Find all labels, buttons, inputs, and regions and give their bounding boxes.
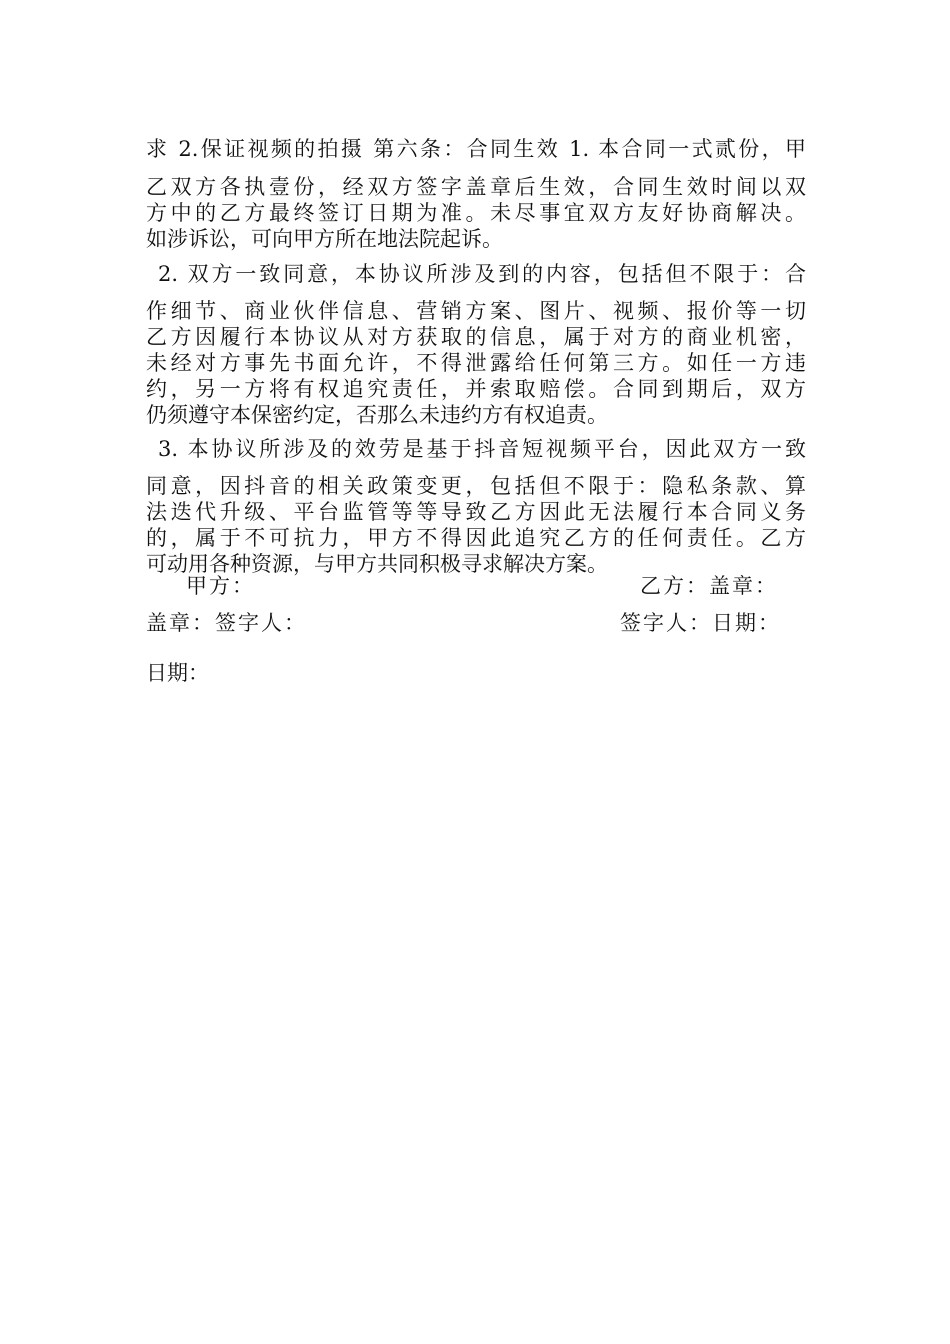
paragraph-3-line-5: 可动用各种资源，与甲方共同积极寻求解决方案。 [146, 552, 608, 576]
party-a-seal-signer-label: 盖章：签字人： [146, 611, 307, 635]
paragraph-2-line-5: 约，另一方将有权追究责任，并索取赔偿。合同到期后，双方 [146, 377, 806, 401]
paragraph-2-line-2: 作细节、商业伙伴信息、营销方案、图片、视频、报价等一切 [146, 299, 806, 323]
paragraph-2-line-4: 未经对方事先书面允许，不得泄露给任何第三方。如任一方违 [146, 351, 806, 375]
paragraph-2-line-1: 2. 双方一致同意，本协议所涉及到的内容，包括但不限于：合 [158, 262, 806, 286]
paragraph-1-line-4: 如涉诉讼，可向甲方所在地法院起诉。 [146, 227, 503, 251]
paragraph-1-line-2: 乙双方各执壹份，经双方签字盖章后生效，合同生效时间以双 [146, 175, 806, 199]
party-b-signer-date-label: 签字人：日期： [620, 611, 781, 635]
party-a-label: 甲方： [186, 574, 255, 598]
paragraph-3-line-3: 法迭代升级、平台监管等等导致乙方因此无法履行本合同义务 [146, 500, 806, 524]
party-a-date-label: 日期： [146, 661, 209, 685]
paragraph-3-line-4: 的，属于不可抗力，甲方不得因此追究乙方的任何责任。乙方 [146, 526, 806, 550]
paragraph-3-line-1: 3. 本协议所涉及的效劳是基于抖音短视频平台，因此双方一致 [158, 437, 806, 461]
paragraph-1-line-3: 方中的乙方最终签订日期为准。未尽事宜双方友好协商解决。 [146, 201, 806, 225]
paragraph-2-line-6: 仍须遵守本保密约定，否那么未违约方有权追责。 [146, 403, 608, 427]
paragraph-1-line-1: 求 2.保证视频的拍摄 第六条：合同生效 1. 本合同一式贰份，甲 [146, 137, 806, 161]
party-b-seal-label: 乙方：盖章： [640, 574, 778, 598]
paragraph-3-line-2: 同意，因抖音的相关政策变更，包括但不限于：隐私条款、算 [146, 474, 806, 498]
paragraph-2-line-3: 乙方因履行本协议从对方获取的信息，属于对方的商业机密， [146, 325, 806, 349]
